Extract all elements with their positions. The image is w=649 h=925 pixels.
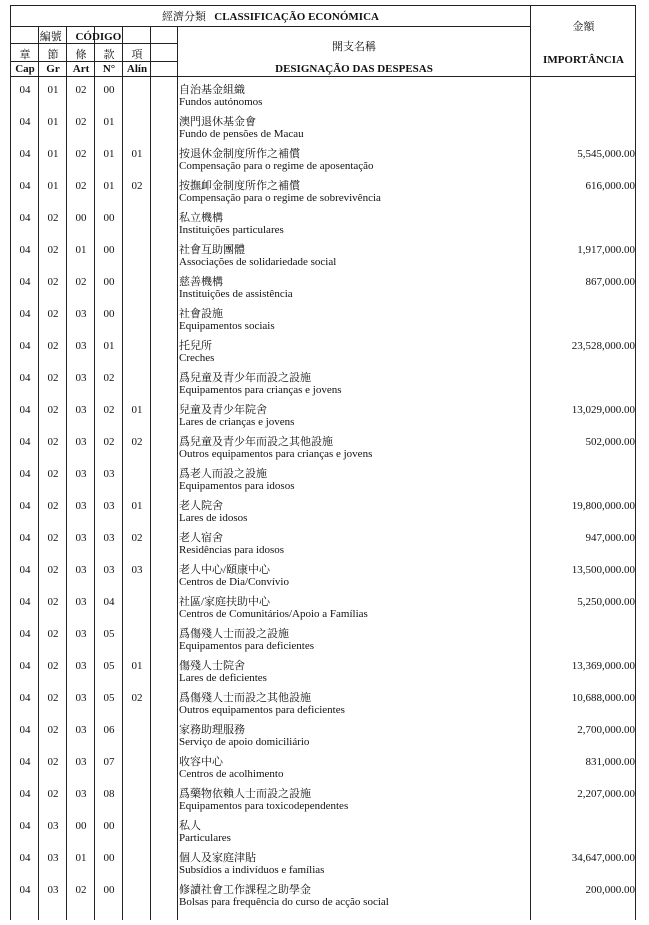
amount-zh: 金額 <box>572 21 595 33</box>
cell-alin: 01 <box>131 404 143 416</box>
cell-cap: 04 <box>19 84 31 96</box>
cell-no: 01 <box>103 180 115 192</box>
amount-value: 502,000.00 <box>585 436 635 448</box>
cell-art: 03 <box>75 564 87 576</box>
designation-pt-text: Outros equipamentos para deficientes <box>179 704 345 716</box>
code-zh: 編號 <box>39 31 62 43</box>
cell-cap: 04 <box>19 756 31 768</box>
col-no: N° <box>102 63 116 75</box>
cell-art: 03 <box>75 340 87 352</box>
cell-cap: 04 <box>19 308 31 320</box>
designation-pt-text: Associações de solidariedade social <box>179 256 337 268</box>
amount-value: 867,000.00 <box>585 276 635 288</box>
amount-value: 13,500,000.00 <box>571 564 635 576</box>
designation-zh-text: 托兒所 <box>179 340 212 352</box>
table-row <box>11 79 637 111</box>
designation-zh-text: 私人 <box>179 820 201 832</box>
cell-gr: 02 <box>47 788 59 800</box>
table-row <box>11 847 637 879</box>
cell-no: 01 <box>103 148 115 160</box>
amount-value: 34,647,000.00 <box>571 852 635 864</box>
cell-cap: 04 <box>19 340 31 352</box>
cell-gr: 02 <box>47 628 59 640</box>
table-row <box>11 303 637 335</box>
designation-pt-text: Residências para idosos <box>179 544 285 556</box>
cell-cap: 04 <box>19 596 31 608</box>
designation-pt: DESIGNAÇÃO DAS DESPESAS <box>275 63 433 75</box>
cell-art: 00 <box>75 820 87 832</box>
designation-zh: 開支名稱 <box>332 41 376 53</box>
cell-no: 05 <box>103 628 115 640</box>
designation-pt-text: Equipamentos para idosos <box>179 480 295 492</box>
cell-cap: 04 <box>19 244 31 256</box>
cell-gr: 03 <box>47 884 59 896</box>
designation-pt-text: Fundo de pensões de Macau <box>179 128 304 140</box>
cell-no: 02 <box>103 404 115 416</box>
table-row <box>11 879 637 911</box>
cell-cap: 04 <box>19 884 31 896</box>
designation-zh-text: 爲兒童及青少年而設之設施 <box>179 372 311 384</box>
cell-alin: 03 <box>131 564 143 576</box>
designation-zh-text: 爲傷殘人士而設之其他設施 <box>179 692 311 704</box>
table-row <box>11 719 637 751</box>
code-pt: CÓDIGO <box>75 31 122 43</box>
designation-pt-text: Fundos autónomos <box>179 96 263 108</box>
amount-value: 5,250,000.00 <box>577 596 635 608</box>
cell-gr: 02 <box>47 212 59 224</box>
amount-value: 19,800,000.00 <box>571 500 635 512</box>
amount-value: 1,917,000.00 <box>577 244 635 256</box>
amount-value: 616,000.00 <box>585 180 635 192</box>
cell-gr: 02 <box>47 756 59 768</box>
col-no-zh: 款 <box>103 49 115 61</box>
designation-pt-text: Compensação para o regime de aposentação <box>179 160 374 172</box>
designation-zh-text: 按退休金制度所作之補償 <box>179 148 300 160</box>
designation-pt-text: Lares de idosos <box>179 512 248 524</box>
cell-alin: 01 <box>131 500 143 512</box>
cell-cap: 04 <box>19 628 31 640</box>
designation-pt-text: Bolsas para frequência do curso de acção social <box>179 896 389 908</box>
cell-cap: 04 <box>19 372 31 384</box>
cell-art: 03 <box>75 468 87 480</box>
designation-zh-text: 兒童及青少年院舍 <box>179 404 267 416</box>
cell-no: 00 <box>103 212 115 224</box>
designation-zh-text: 社會設施 <box>179 308 223 320</box>
cell-art: 03 <box>75 532 87 544</box>
cell-gr: 02 <box>47 404 59 416</box>
cell-no: 00 <box>103 308 115 320</box>
cell-no: 06 <box>103 724 115 736</box>
cell-alin: 02 <box>131 532 143 544</box>
cell-art: 00 <box>75 212 87 224</box>
cell-gr: 02 <box>47 724 59 736</box>
cell-art: 03 <box>75 308 87 320</box>
designation-pt-text: Lares de crianças e jovens <box>179 416 295 428</box>
designation-zh-text: 澳門退休基金會 <box>179 116 256 128</box>
designation-pt-text: Serviço de apoio domiciliário <box>179 736 310 748</box>
cell-cap: 04 <box>19 724 31 736</box>
table-row <box>11 399 637 431</box>
cell-gr: 01 <box>47 148 59 160</box>
cell-gr: 02 <box>47 244 59 256</box>
cell-cap: 04 <box>19 404 31 416</box>
cell-alin: 02 <box>131 692 143 704</box>
designation-pt-text: Equipamentos para toxicodependentes <box>179 800 349 812</box>
table-row <box>11 783 637 815</box>
cell-alin: 02 <box>131 436 143 448</box>
cell-no: 03 <box>103 468 115 480</box>
cell-cap: 04 <box>19 532 31 544</box>
cell-cap: 04 <box>19 852 31 864</box>
designation-pt-text: Equipamentos para crianças e jovens <box>179 384 342 396</box>
designation-pt-text: Particulares <box>179 832 231 844</box>
cell-gr: 02 <box>47 276 59 288</box>
amount-pt: IMPORTÂNCIA <box>543 54 624 66</box>
cell-art: 03 <box>75 660 87 672</box>
col-cap-zh: 章 <box>19 49 31 61</box>
cell-art: 03 <box>75 372 87 384</box>
cell-no: 00 <box>103 244 115 256</box>
col-art: Art <box>72 63 90 75</box>
table-row <box>11 175 637 207</box>
amount-value: 5,545,000.00 <box>577 148 635 160</box>
cell-gr: 02 <box>47 500 59 512</box>
designation-zh-text: 老人中心/頤康中心 <box>179 564 271 576</box>
cell-no: 00 <box>103 84 115 96</box>
designation-pt-text: Instituições particulares <box>179 224 284 236</box>
cell-no: 05 <box>103 660 115 672</box>
cell-art: 02 <box>75 116 87 128</box>
table-row <box>11 463 637 495</box>
designation-pt-text: Subsídios a indivíduos e famílias <box>179 864 325 876</box>
table-row <box>11 335 637 367</box>
table-row <box>11 751 637 783</box>
cell-art: 03 <box>75 756 87 768</box>
budget-page <box>10 5 636 920</box>
classification-title <box>11 8 530 24</box>
designation-pt-text: Equipamentos sociais <box>179 320 275 332</box>
amount-value: 2,207,000.00 <box>577 788 635 800</box>
col-alin-zh: 項 <box>131 49 143 61</box>
cell-cap: 04 <box>19 276 31 288</box>
cell-art: 02 <box>75 276 87 288</box>
code-title <box>11 28 150 44</box>
table-row <box>11 207 637 239</box>
cell-gr: 02 <box>47 660 59 672</box>
cell-art: 02 <box>75 148 87 160</box>
cell-no: 00 <box>103 820 115 832</box>
amount-value: 831,000.00 <box>585 756 635 768</box>
cell-art: 03 <box>75 628 87 640</box>
cell-art: 03 <box>75 436 87 448</box>
cell-alin: 01 <box>131 660 143 672</box>
cell-gr: 01 <box>47 180 59 192</box>
cell-no: 03 <box>103 564 115 576</box>
cell-cap: 04 <box>19 148 31 160</box>
cell-cap: 04 <box>19 180 31 192</box>
cell-art: 02 <box>75 84 87 96</box>
designation-pt-text: Instituições de assistência <box>179 288 293 300</box>
cell-gr: 02 <box>47 532 59 544</box>
cell-art: 01 <box>75 244 87 256</box>
cell-cap: 04 <box>19 436 31 448</box>
col-art-zh: 條 <box>75 49 87 61</box>
cell-art: 02 <box>75 180 87 192</box>
cell-gr: 02 <box>47 372 59 384</box>
cell-gr: 02 <box>47 468 59 480</box>
cell-gr: 01 <box>47 116 59 128</box>
cell-no: 00 <box>103 852 115 864</box>
designation-zh-text: 爲傷殘人士而設之設施 <box>179 628 289 640</box>
table-row <box>11 623 637 655</box>
classification-pt: CLASSIFICAÇÃO ECONÓMICA <box>214 11 379 23</box>
designation-zh-text: 老人院舍 <box>179 500 223 512</box>
col-gr: Gr <box>46 63 60 75</box>
cell-gr: 02 <box>47 692 59 704</box>
cell-art: 01 <box>75 852 87 864</box>
cell-gr: 01 <box>47 84 59 96</box>
designation-zh-text: 社區/家庭扶助中心 <box>179 596 271 608</box>
col-gr-zh: 節 <box>47 49 59 61</box>
cell-gr: 02 <box>47 308 59 320</box>
cell-art: 03 <box>75 404 87 416</box>
table-row <box>11 495 637 527</box>
cell-art: 03 <box>75 692 87 704</box>
table-row <box>11 527 637 559</box>
designation-pt-text: Lares de deficientes <box>179 672 267 684</box>
cell-no: 07 <box>103 756 115 768</box>
designation-zh-text: 傷殘人士院舍 <box>179 660 245 672</box>
table-row <box>11 367 637 399</box>
designation-zh-text: 社會互助團體 <box>179 244 245 256</box>
table-row <box>11 111 637 143</box>
cell-gr: 03 <box>47 820 59 832</box>
table-row <box>11 591 637 623</box>
cell-gr: 02 <box>47 340 59 352</box>
table-row <box>11 239 637 271</box>
table-row <box>11 655 637 687</box>
designation-zh-text: 個人及家庭津貼 <box>179 852 256 864</box>
designation-zh-text: 按撫卹金制度所作之補償 <box>179 180 300 192</box>
cell-no: 01 <box>103 340 115 352</box>
col-cap: Cap <box>15 63 35 75</box>
cell-no: 04 <box>103 596 115 608</box>
cell-gr: 02 <box>47 564 59 576</box>
designation-pt-text: Creches <box>179 352 215 364</box>
cell-alin: 01 <box>131 148 143 160</box>
cell-no: 00 <box>103 276 115 288</box>
designation-zh-text: 慈善機構 <box>179 276 223 288</box>
cell-no: 05 <box>103 692 115 704</box>
designation-zh-text: 收容中心 <box>179 756 223 768</box>
cell-no: 03 <box>103 532 115 544</box>
amount-value: 13,029,000.00 <box>571 404 635 416</box>
designation-zh-text: 爲兒童及青少年而設之其他設施 <box>179 436 333 448</box>
table-row <box>11 431 637 463</box>
cell-no: 00 <box>103 884 115 896</box>
cell-gr: 02 <box>47 436 59 448</box>
cell-cap: 04 <box>19 564 31 576</box>
cell-art: 02 <box>75 884 87 896</box>
amount-value: 2,700,000.00 <box>577 724 635 736</box>
designation-pt-text: Centros de Dia/Convívio <box>179 576 289 588</box>
designation-pt-text: Centros de acolhimento <box>179 768 284 780</box>
designation-zh-text: 自治基金組織 <box>179 84 245 96</box>
cell-no: 02 <box>103 372 115 384</box>
designation-pt-text: Equipamentos para deficientes <box>179 640 315 652</box>
amount-value: 947,000.00 <box>585 532 635 544</box>
cell-no: 01 <box>103 116 115 128</box>
cell-cap: 04 <box>19 788 31 800</box>
designation-zh-text: 爲老人而設之設施 <box>179 468 267 480</box>
cell-alin: 02 <box>131 180 143 192</box>
designation-zh-text: 修讀社會工作課程之助學金 <box>179 884 311 896</box>
amount-value: 13,369,000.00 <box>571 660 635 672</box>
cell-gr: 02 <box>47 596 59 608</box>
designation-zh-text: 私立機構 <box>179 212 223 224</box>
designation-zh-text: 家務助理服務 <box>179 724 245 736</box>
table-row <box>11 559 637 591</box>
table-row <box>11 271 637 303</box>
cell-no: 02 <box>103 436 115 448</box>
cell-no: 08 <box>103 788 115 800</box>
cell-cap: 04 <box>19 820 31 832</box>
cell-art: 03 <box>75 788 87 800</box>
cell-art: 03 <box>75 724 87 736</box>
classification-zh: 經濟分類 <box>162 11 207 23</box>
cell-cap: 04 <box>19 500 31 512</box>
cell-art: 03 <box>75 596 87 608</box>
designation-zh-text: 爲藥物依賴人士而設之設施 <box>179 788 311 800</box>
table-row <box>11 815 637 847</box>
cell-cap: 04 <box>19 692 31 704</box>
designation-zh-text: 老人宿舍 <box>179 532 223 544</box>
cell-art: 03 <box>75 500 87 512</box>
designation-pt-text: Outros equipamentos para crianças e jovens <box>179 448 373 460</box>
cell-no: 03 <box>103 500 115 512</box>
table-row <box>11 143 637 175</box>
designation-pt-text: Centros de Comunitários/Apoio a Famílias <box>179 608 368 620</box>
table-header <box>10 5 636 77</box>
amount-value: 10,688,000.00 <box>571 692 635 704</box>
amount-value: 200,000.00 <box>585 884 635 896</box>
amount-value: 23,528,000.00 <box>571 340 635 352</box>
cell-cap: 04 <box>19 116 31 128</box>
cell-cap: 04 <box>19 212 31 224</box>
table-row <box>11 687 637 719</box>
cell-gr: 03 <box>47 852 59 864</box>
designation-pt-text: Compensação para o regime de sobrevivência <box>179 192 381 204</box>
table-body <box>10 77 636 920</box>
cell-cap: 04 <box>19 468 31 480</box>
col-alin: Alín <box>126 63 148 75</box>
cell-cap: 04 <box>19 660 31 672</box>
